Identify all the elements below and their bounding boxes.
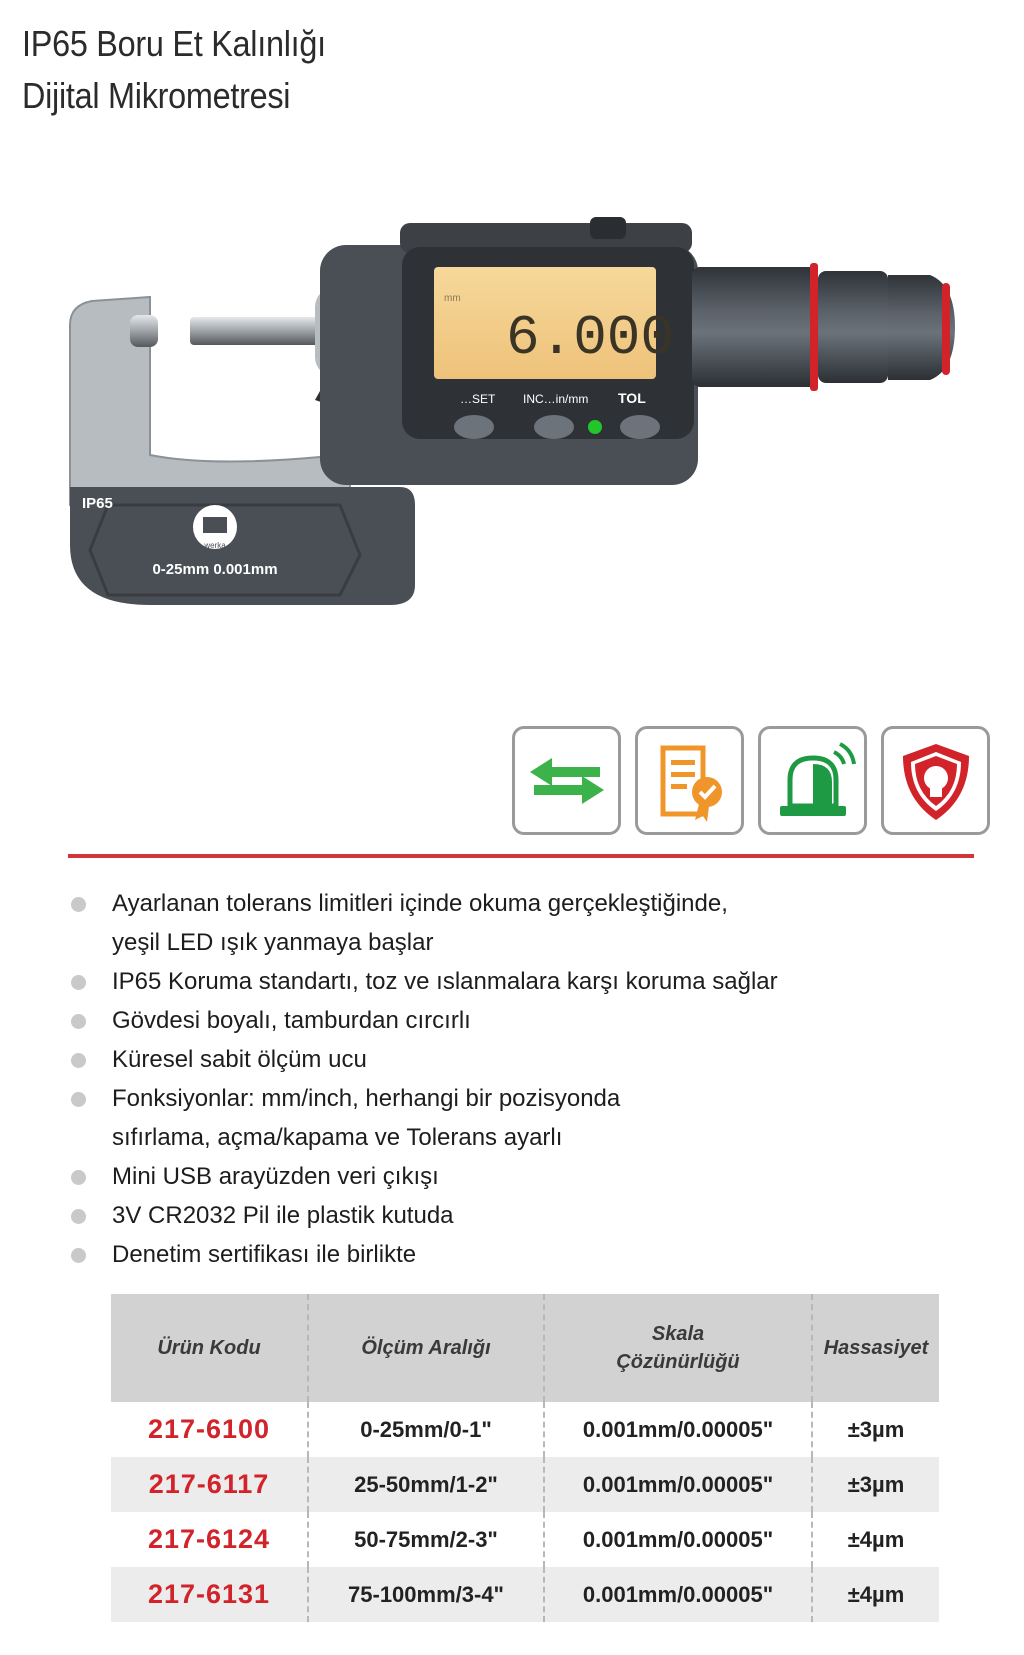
bullet-icon: [71, 1248, 86, 1263]
bullet-icon: [71, 1092, 86, 1107]
lcd-unit: mm: [444, 293, 461, 304]
list-item: Denetim sertifikası ile birlikte: [70, 1235, 778, 1274]
cell-accuracy: ±4µm: [812, 1512, 939, 1567]
bullet-icon: [71, 1014, 86, 1029]
certificate-document-icon: [645, 736, 735, 826]
header-product-code: Ürün Kodu: [111, 1294, 308, 1402]
tol-button: [620, 415, 660, 439]
frame-brand-label: werka: [204, 541, 226, 550]
set-button: [454, 415, 494, 439]
cell-resolution: 0.001mm/0.00005": [544, 1567, 812, 1622]
list-item: IP65 Koruma standartı, toz ve ıslanmalara karşı koruma sağlar: [70, 962, 778, 1001]
table-row: [111, 1512, 939, 1567]
table-header-row: [111, 1294, 939, 1402]
double-arrow-icon: [522, 736, 612, 826]
section-divider: [68, 854, 974, 858]
feature-icon-box: [635, 726, 744, 835]
cell-product-code: 217-6100: [147, 1414, 271, 1444]
lcd-value: 6.000: [505, 306, 675, 370]
list-item: 3V CR2032 Pil ile plastik kutuda: [70, 1196, 778, 1235]
cell-range: 75-100mm/3-4": [308, 1567, 544, 1622]
bullet-icon: [71, 1053, 86, 1068]
frame-ip-label: IP65: [82, 495, 113, 512]
cell-accuracy: ±3µm: [812, 1402, 939, 1457]
list-item: Fonksiyonlar: mm/inch, herhangi bir pozisyonda sıfırlama, açma/kapama ve Tolerans ayarlı: [70, 1079, 778, 1157]
feature-icon-row: [512, 726, 990, 835]
cell-range: 0-25mm/0-1": [308, 1402, 544, 1457]
button-label-set: …SET: [460, 392, 496, 406]
cell-range: 25-50mm/1-2": [308, 1457, 544, 1512]
cell-accuracy: ±3µm: [812, 1457, 939, 1512]
cell-product-code: 217-6117: [111, 1457, 308, 1512]
feature-icon-box: [881, 726, 990, 835]
bullet-icon: [71, 1209, 86, 1224]
shield-bulb-icon: [891, 736, 981, 826]
feature-icon-box: [758, 726, 867, 835]
bullet-icon: [71, 897, 86, 912]
title-line-1: IP65 Boru Et Kalınlığı: [22, 23, 326, 64]
bullet-icon: [71, 975, 86, 990]
list-item: Ayarlanan tolerans limitleri içinde okuma gerçekleştiğinde, yeşil LED ışık yanmaya başlar: [70, 884, 778, 962]
cell-product-code: 217-6131: [111, 1567, 308, 1622]
green-beacon-light-icon: [768, 736, 858, 826]
header-resolution: Skala Çözünürlüğü: [544, 1294, 812, 1402]
sleeve: [692, 267, 817, 387]
cell-resolution: 0.001mm/0.00005": [544, 1512, 812, 1567]
list-item: Gövdesi boyalı, tamburdan cırcırlı: [70, 1001, 778, 1040]
cell-resolution: 0.001mm/0.00005": [544, 1457, 812, 1512]
header-accuracy: Hassasiyet: [812, 1294, 939, 1402]
title-line-2: Dijital Mikrometresi: [22, 75, 291, 116]
page-title: [22, 18, 326, 122]
header-measuring-range: Ölçüm Aralığı: [308, 1294, 544, 1402]
list-item: Mini USB arayüzden veri çıkışı: [70, 1157, 778, 1196]
button-label-tol: TOL: [618, 390, 646, 406]
button-label-inc: INC…in/mm: [523, 392, 589, 406]
cell-resolution: 0.001mm/0.00005": [544, 1402, 812, 1457]
micrometer-product-image: [30, 205, 1020, 655]
feature-icon-box: [512, 726, 621, 835]
cell-product-code: 217-6124: [147, 1524, 271, 1554]
feature-list: [70, 884, 778, 1274]
table-row: [111, 1402, 939, 1457]
thimble: [818, 271, 888, 383]
list-item: Küresel sabit ölçüm ucu: [70, 1040, 778, 1079]
table-row: [111, 1457, 939, 1512]
table-row: [111, 1567, 939, 1622]
cell-range: 50-75mm/2-3": [308, 1512, 544, 1567]
frame-range-label: 0-25mm 0.001mm: [152, 561, 278, 578]
tolerance-led-icon: [588, 420, 602, 434]
bullet-icon: [71, 1170, 86, 1185]
inc-button: [534, 415, 574, 439]
spec-table: [111, 1294, 939, 1622]
cell-accuracy: ±4µm: [812, 1567, 939, 1622]
anvil: [130, 315, 158, 347]
